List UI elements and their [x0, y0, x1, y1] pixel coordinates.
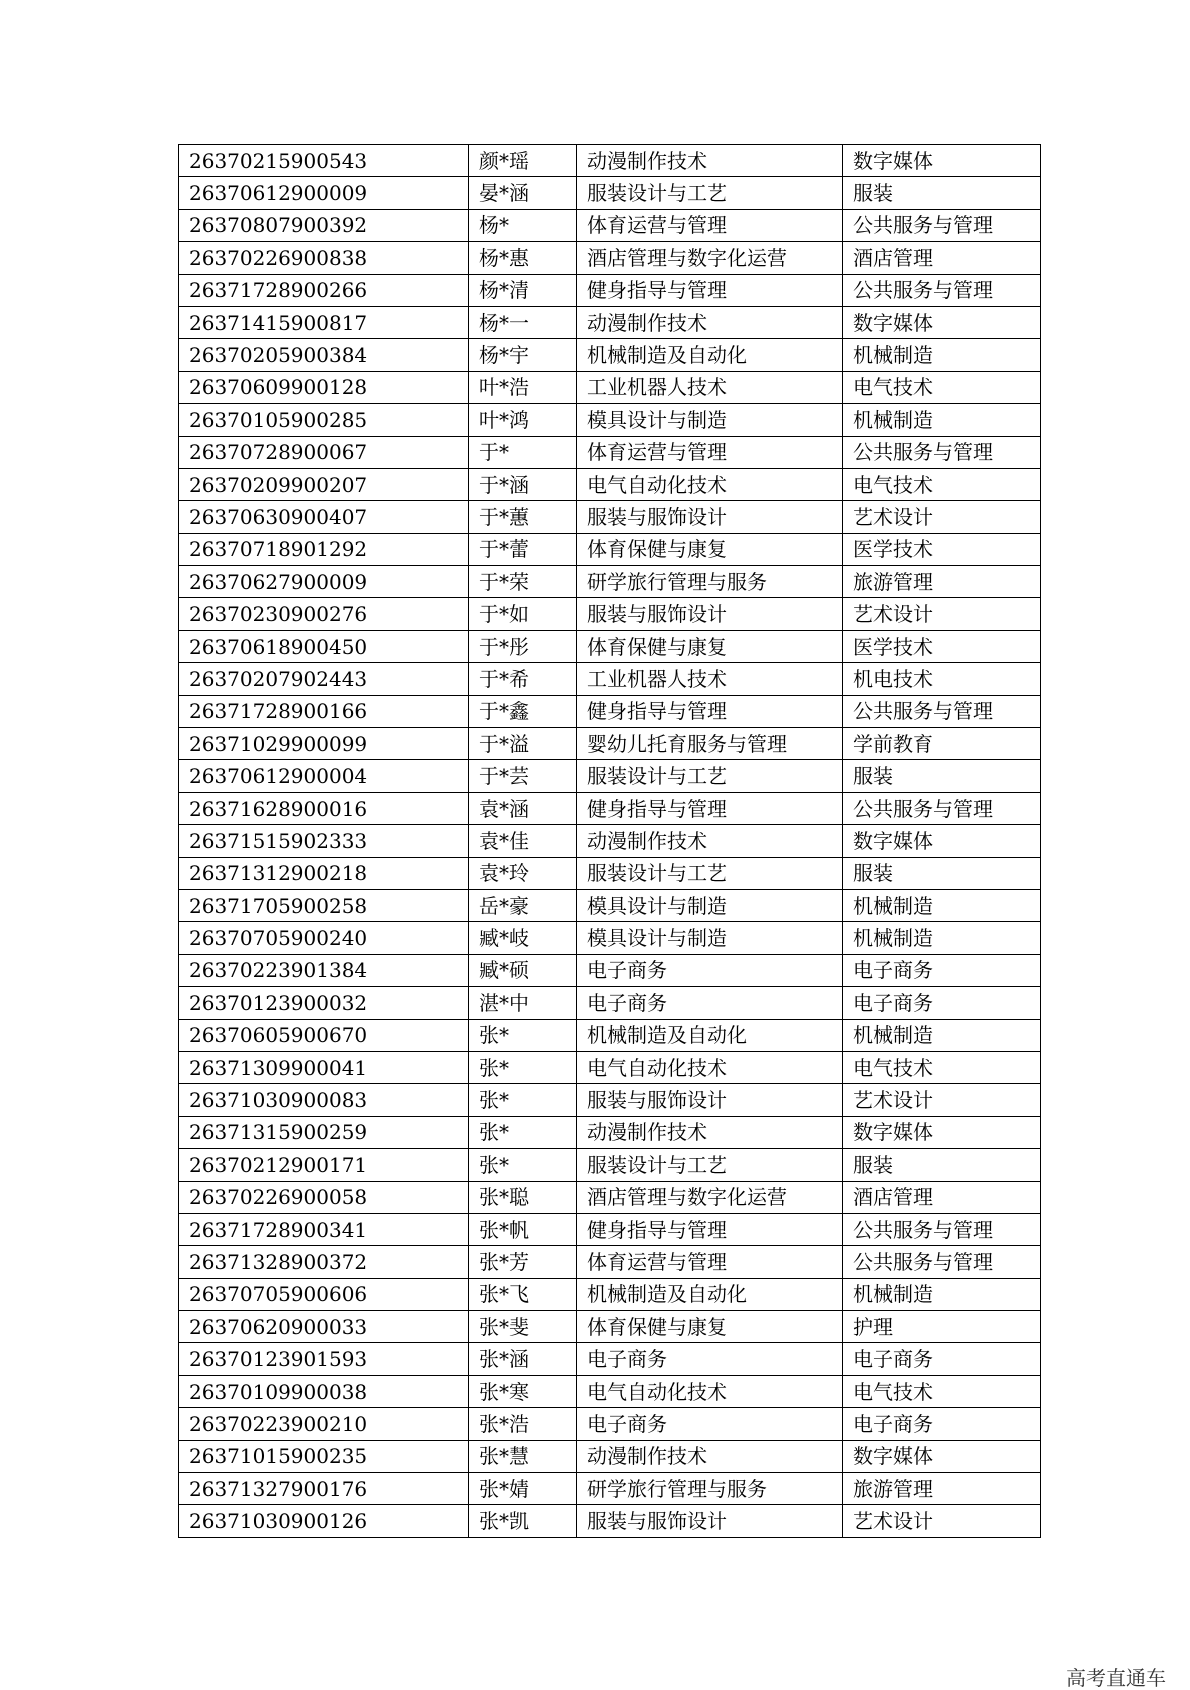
- student-name-cell: 张*: [469, 1149, 577, 1181]
- exam-number-cell: 26370123900032: [179, 987, 469, 1019]
- exam-number-cell: 26370612900004: [179, 760, 469, 792]
- major-category-cell: 旅游管理: [843, 566, 1041, 598]
- table-row: [179, 695, 1041, 727]
- major-cell: 模具设计与制造: [577, 404, 843, 436]
- exam-number-cell: 26371327900176: [179, 1473, 469, 1505]
- major-category-cell: 公共服务与管理: [843, 436, 1041, 468]
- student-name-cell: 叶*鸿: [469, 404, 577, 436]
- major-category-cell: 公共服务与管理: [843, 792, 1041, 824]
- exam-number-cell: 26370212900171: [179, 1149, 469, 1181]
- exam-number-cell: 26370223901384: [179, 954, 469, 986]
- major-category-cell: 数字媒体: [843, 306, 1041, 338]
- major-cell: 服装与服饰设计: [577, 501, 843, 533]
- student-name-cell: 张*飞: [469, 1278, 577, 1310]
- table-row: [179, 1246, 1041, 1278]
- table-row: [179, 857, 1041, 889]
- major-cell: 体育保健与康复: [577, 630, 843, 662]
- admission-list-body: [179, 145, 1041, 1538]
- student-name-cell: 杨*: [469, 209, 577, 241]
- student-name-cell: 袁*涵: [469, 792, 577, 824]
- major-category-cell: 服装: [843, 1149, 1041, 1181]
- major-category-cell: 酒店管理: [843, 242, 1041, 274]
- student-name-cell: 张*慧: [469, 1440, 577, 1472]
- table-row: [179, 1116, 1041, 1148]
- major-cell: 体育运营与管理: [577, 436, 843, 468]
- major-category-cell: 艺术设计: [843, 1505, 1041, 1537]
- major-category-cell: 电子商务: [843, 987, 1041, 1019]
- major-cell: 酒店管理与数字化运营: [577, 1181, 843, 1213]
- exam-number-cell: 26371030900126: [179, 1505, 469, 1537]
- exam-number-cell: 26371628900016: [179, 792, 469, 824]
- table-row: [179, 825, 1041, 857]
- major-cell: 机械制造及自动化: [577, 1019, 843, 1051]
- exam-number-cell: 26370705900606: [179, 1278, 469, 1310]
- major-category-cell: 电气技术: [843, 371, 1041, 403]
- major-category-cell: 医学技术: [843, 630, 1041, 662]
- watermark-text: 高考直通车: [1066, 1666, 1166, 1690]
- major-category-cell: 学前教育: [843, 728, 1041, 760]
- exam-number-cell: 26370226900838: [179, 242, 469, 274]
- student-name-cell: 张*浩: [469, 1408, 577, 1440]
- table-row: [179, 1408, 1041, 1440]
- table-row: [179, 663, 1041, 695]
- major-cell: 健身指导与管理: [577, 1213, 843, 1245]
- major-category-cell: 数字媒体: [843, 1440, 1041, 1472]
- major-cell: 健身指导与管理: [577, 695, 843, 727]
- major-category-cell: 数字媒体: [843, 1116, 1041, 1148]
- student-name-cell: 张*: [469, 1116, 577, 1148]
- exam-number-cell: 26370609900128: [179, 371, 469, 403]
- table-row: [179, 1278, 1041, 1310]
- major-cell: 动漫制作技术: [577, 1440, 843, 1472]
- table-row: [179, 1181, 1041, 1213]
- table-row: [179, 566, 1041, 598]
- major-cell: 婴幼儿托育服务与管理: [577, 728, 843, 760]
- major-cell: 电子商务: [577, 987, 843, 1019]
- student-name-cell: 张*芳: [469, 1246, 577, 1278]
- major-cell: 电子商务: [577, 1408, 843, 1440]
- table-row: [179, 1311, 1041, 1343]
- major-cell: 服装设计与工艺: [577, 1149, 843, 1181]
- major-category-cell: 公共服务与管理: [843, 274, 1041, 306]
- major-cell: 电气自动化技术: [577, 468, 843, 500]
- exam-number-cell: 26370718901292: [179, 533, 469, 565]
- major-category-cell: 公共服务与管理: [843, 695, 1041, 727]
- major-category-cell: 数字媒体: [843, 145, 1041, 177]
- table-row: [179, 1375, 1041, 1407]
- major-category-cell: 机电技术: [843, 663, 1041, 695]
- exam-number-cell: 26371030900083: [179, 1084, 469, 1116]
- table-row: [179, 306, 1041, 338]
- major-category-cell: 医学技术: [843, 533, 1041, 565]
- student-name-cell: 张*: [469, 1019, 577, 1051]
- major-category-cell: 电气技术: [843, 1375, 1041, 1407]
- table-row: [179, 242, 1041, 274]
- exam-number-cell: 26371728900266: [179, 274, 469, 306]
- exam-number-cell: 26370630900407: [179, 501, 469, 533]
- major-category-cell: 公共服务与管理: [843, 209, 1041, 241]
- major-cell: 体育保健与康复: [577, 533, 843, 565]
- student-name-cell: 臧*岐: [469, 922, 577, 954]
- major-cell: 体育运营与管理: [577, 1246, 843, 1278]
- exam-number-cell: 26370226900058: [179, 1181, 469, 1213]
- major-cell: 机械制造及自动化: [577, 339, 843, 371]
- student-name-cell: 于*: [469, 436, 577, 468]
- major-cell: 研学旅行管理与服务: [577, 566, 843, 598]
- table-row: [179, 1343, 1041, 1375]
- table-row: [179, 922, 1041, 954]
- exam-number-cell: 26371315900259: [179, 1116, 469, 1148]
- table-row: [179, 889, 1041, 921]
- major-category-cell: 机械制造: [843, 1278, 1041, 1310]
- table-row: [179, 145, 1041, 177]
- major-cell: 服装设计与工艺: [577, 177, 843, 209]
- major-category-cell: 电子商务: [843, 954, 1041, 986]
- table-row: [179, 1473, 1041, 1505]
- major-category-cell: 电气技术: [843, 1051, 1041, 1083]
- major-category-cell: 护理: [843, 1311, 1041, 1343]
- exam-number-cell: 26371309900041: [179, 1051, 469, 1083]
- student-name-cell: 于*蕾: [469, 533, 577, 565]
- major-category-cell: 机械制造: [843, 404, 1041, 436]
- exam-number-cell: 26370123901593: [179, 1343, 469, 1375]
- student-name-cell: 臧*硕: [469, 954, 577, 986]
- major-cell: 服装设计与工艺: [577, 760, 843, 792]
- exam-number-cell: 26370207902443: [179, 663, 469, 695]
- student-name-cell: 于*芸: [469, 760, 577, 792]
- table-row: [179, 1440, 1041, 1472]
- table-row: [179, 501, 1041, 533]
- major-category-cell: 艺术设计: [843, 501, 1041, 533]
- table-row: [179, 1084, 1041, 1116]
- major-cell: 酒店管理与数字化运营: [577, 242, 843, 274]
- exam-number-cell: 26370205900384: [179, 339, 469, 371]
- major-category-cell: 机械制造: [843, 922, 1041, 954]
- student-name-cell: 张*聪: [469, 1181, 577, 1213]
- table-row: [179, 209, 1041, 241]
- major-category-cell: 艺术设计: [843, 598, 1041, 630]
- exam-number-cell: 26370605900670: [179, 1019, 469, 1051]
- table-row: [179, 468, 1041, 500]
- exam-number-cell: 26370618900450: [179, 630, 469, 662]
- student-name-cell: 杨*清: [469, 274, 577, 306]
- major-cell: 服装与服饰设计: [577, 1084, 843, 1116]
- exam-number-cell: 26370209900207: [179, 468, 469, 500]
- exam-number-cell: 26371728900341: [179, 1213, 469, 1245]
- major-cell: 动漫制作技术: [577, 145, 843, 177]
- major-cell: 服装设计与工艺: [577, 857, 843, 889]
- table-row: [179, 339, 1041, 371]
- exam-number-cell: 26371029900099: [179, 728, 469, 760]
- exam-number-cell: 26371328900372: [179, 1246, 469, 1278]
- major-category-cell: 机械制造: [843, 889, 1041, 921]
- major-category-cell: 服装: [843, 177, 1041, 209]
- table-row: [179, 792, 1041, 824]
- exam-number-cell: 26370105900285: [179, 404, 469, 436]
- table-row: [179, 274, 1041, 306]
- major-category-cell: 服装: [843, 857, 1041, 889]
- student-name-cell: 张*: [469, 1051, 577, 1083]
- major-cell: 电气自动化技术: [577, 1051, 843, 1083]
- student-name-cell: 张*斐: [469, 1311, 577, 1343]
- exam-number-cell: 26371515902333: [179, 825, 469, 857]
- exam-number-cell: 26371015900235: [179, 1440, 469, 1472]
- major-category-cell: 电子商务: [843, 1408, 1041, 1440]
- major-cell: 动漫制作技术: [577, 306, 843, 338]
- exam-number-cell: 26370215900543: [179, 145, 469, 177]
- major-category-cell: 公共服务与管理: [843, 1213, 1041, 1245]
- table-row: [179, 1505, 1041, 1537]
- exam-number-cell: 26371415900817: [179, 306, 469, 338]
- major-category-cell: 电气技术: [843, 468, 1041, 500]
- admission-list-table: [178, 144, 1041, 1538]
- table-row: [179, 987, 1041, 1019]
- table-row: [179, 630, 1041, 662]
- major-cell: 服装与服饰设计: [577, 1505, 843, 1537]
- exam-number-cell: 26370807900392: [179, 209, 469, 241]
- major-category-cell: 数字媒体: [843, 825, 1041, 857]
- student-name-cell: 张*涵: [469, 1343, 577, 1375]
- student-name-cell: 于*如: [469, 598, 577, 630]
- table-row: [179, 954, 1041, 986]
- table-row: [179, 728, 1041, 760]
- major-category-cell: 艺术设计: [843, 1084, 1041, 1116]
- student-name-cell: 于*蕙: [469, 501, 577, 533]
- student-name-cell: 于*荣: [469, 566, 577, 598]
- table-row: [179, 1149, 1041, 1181]
- student-name-cell: 张*寒: [469, 1375, 577, 1407]
- exam-number-cell: 26370705900240: [179, 922, 469, 954]
- table-row: [179, 1213, 1041, 1245]
- major-cell: 体育运营与管理: [577, 209, 843, 241]
- student-name-cell: 张*: [469, 1084, 577, 1116]
- major-cell: 研学旅行管理与服务: [577, 1473, 843, 1505]
- exam-number-cell: 26370612900009: [179, 177, 469, 209]
- table-row: [179, 1019, 1041, 1051]
- table-row: [179, 1051, 1041, 1083]
- major-cell: 机械制造及自动化: [577, 1278, 843, 1310]
- major-category-cell: 机械制造: [843, 1019, 1041, 1051]
- student-name-cell: 张*帆: [469, 1213, 577, 1245]
- major-cell: 模具设计与制造: [577, 922, 843, 954]
- exam-number-cell: 26370728900067: [179, 436, 469, 468]
- major-cell: 工业机器人技术: [577, 371, 843, 403]
- exam-number-cell: 26370109900038: [179, 1375, 469, 1407]
- student-name-cell: 张*凯: [469, 1505, 577, 1537]
- major-category-cell: 旅游管理: [843, 1473, 1041, 1505]
- major-category-cell: 服装: [843, 760, 1041, 792]
- major-cell: 模具设计与制造: [577, 889, 843, 921]
- exam-number-cell: 26371728900166: [179, 695, 469, 727]
- student-name-cell: 杨*宇: [469, 339, 577, 371]
- student-name-cell: 于*溢: [469, 728, 577, 760]
- major-cell: 电子商务: [577, 1343, 843, 1375]
- major-category-cell: 酒店管理: [843, 1181, 1041, 1213]
- student-name-cell: 袁*玲: [469, 857, 577, 889]
- exam-number-cell: 26370230900276: [179, 598, 469, 630]
- exam-number-cell: 26370620900033: [179, 1311, 469, 1343]
- table-row: [179, 598, 1041, 630]
- student-name-cell: 叶*浩: [469, 371, 577, 403]
- student-name-cell: 于*希: [469, 663, 577, 695]
- student-name-cell: 晏*涵: [469, 177, 577, 209]
- major-category-cell: 电子商务: [843, 1343, 1041, 1375]
- student-name-cell: 于*涵: [469, 468, 577, 500]
- student-name-cell: 颜*瑶: [469, 145, 577, 177]
- major-cell: 服装与服饰设计: [577, 598, 843, 630]
- student-name-cell: 于*彤: [469, 630, 577, 662]
- exam-number-cell: 26371312900218: [179, 857, 469, 889]
- exam-number-cell: 26370223900210: [179, 1408, 469, 1440]
- exam-number-cell: 26371705900258: [179, 889, 469, 921]
- major-cell: 健身指导与管理: [577, 274, 843, 306]
- exam-number-cell: 26370627900009: [179, 566, 469, 598]
- table-row: [179, 533, 1041, 565]
- major-cell: 动漫制作技术: [577, 825, 843, 857]
- major-cell: 健身指导与管理: [577, 792, 843, 824]
- major-cell: 工业机器人技术: [577, 663, 843, 695]
- major-cell: 电子商务: [577, 954, 843, 986]
- table-row: [179, 371, 1041, 403]
- table-row: [179, 404, 1041, 436]
- major-cell: 动漫制作技术: [577, 1116, 843, 1148]
- major-category-cell: 机械制造: [843, 339, 1041, 371]
- student-name-cell: 张*婧: [469, 1473, 577, 1505]
- student-name-cell: 杨*一: [469, 306, 577, 338]
- table-row: [179, 760, 1041, 792]
- table-row: [179, 177, 1041, 209]
- student-name-cell: 岳*豪: [469, 889, 577, 921]
- student-name-cell: 于*鑫: [469, 695, 577, 727]
- major-cell: 电气自动化技术: [577, 1375, 843, 1407]
- student-name-cell: 杨*惠: [469, 242, 577, 274]
- major-category-cell: 公共服务与管理: [843, 1246, 1041, 1278]
- student-name-cell: 湛*中: [469, 987, 577, 1019]
- table-row: [179, 436, 1041, 468]
- student-name-cell: 袁*佳: [469, 825, 577, 857]
- major-cell: 体育保健与康复: [577, 1311, 843, 1343]
